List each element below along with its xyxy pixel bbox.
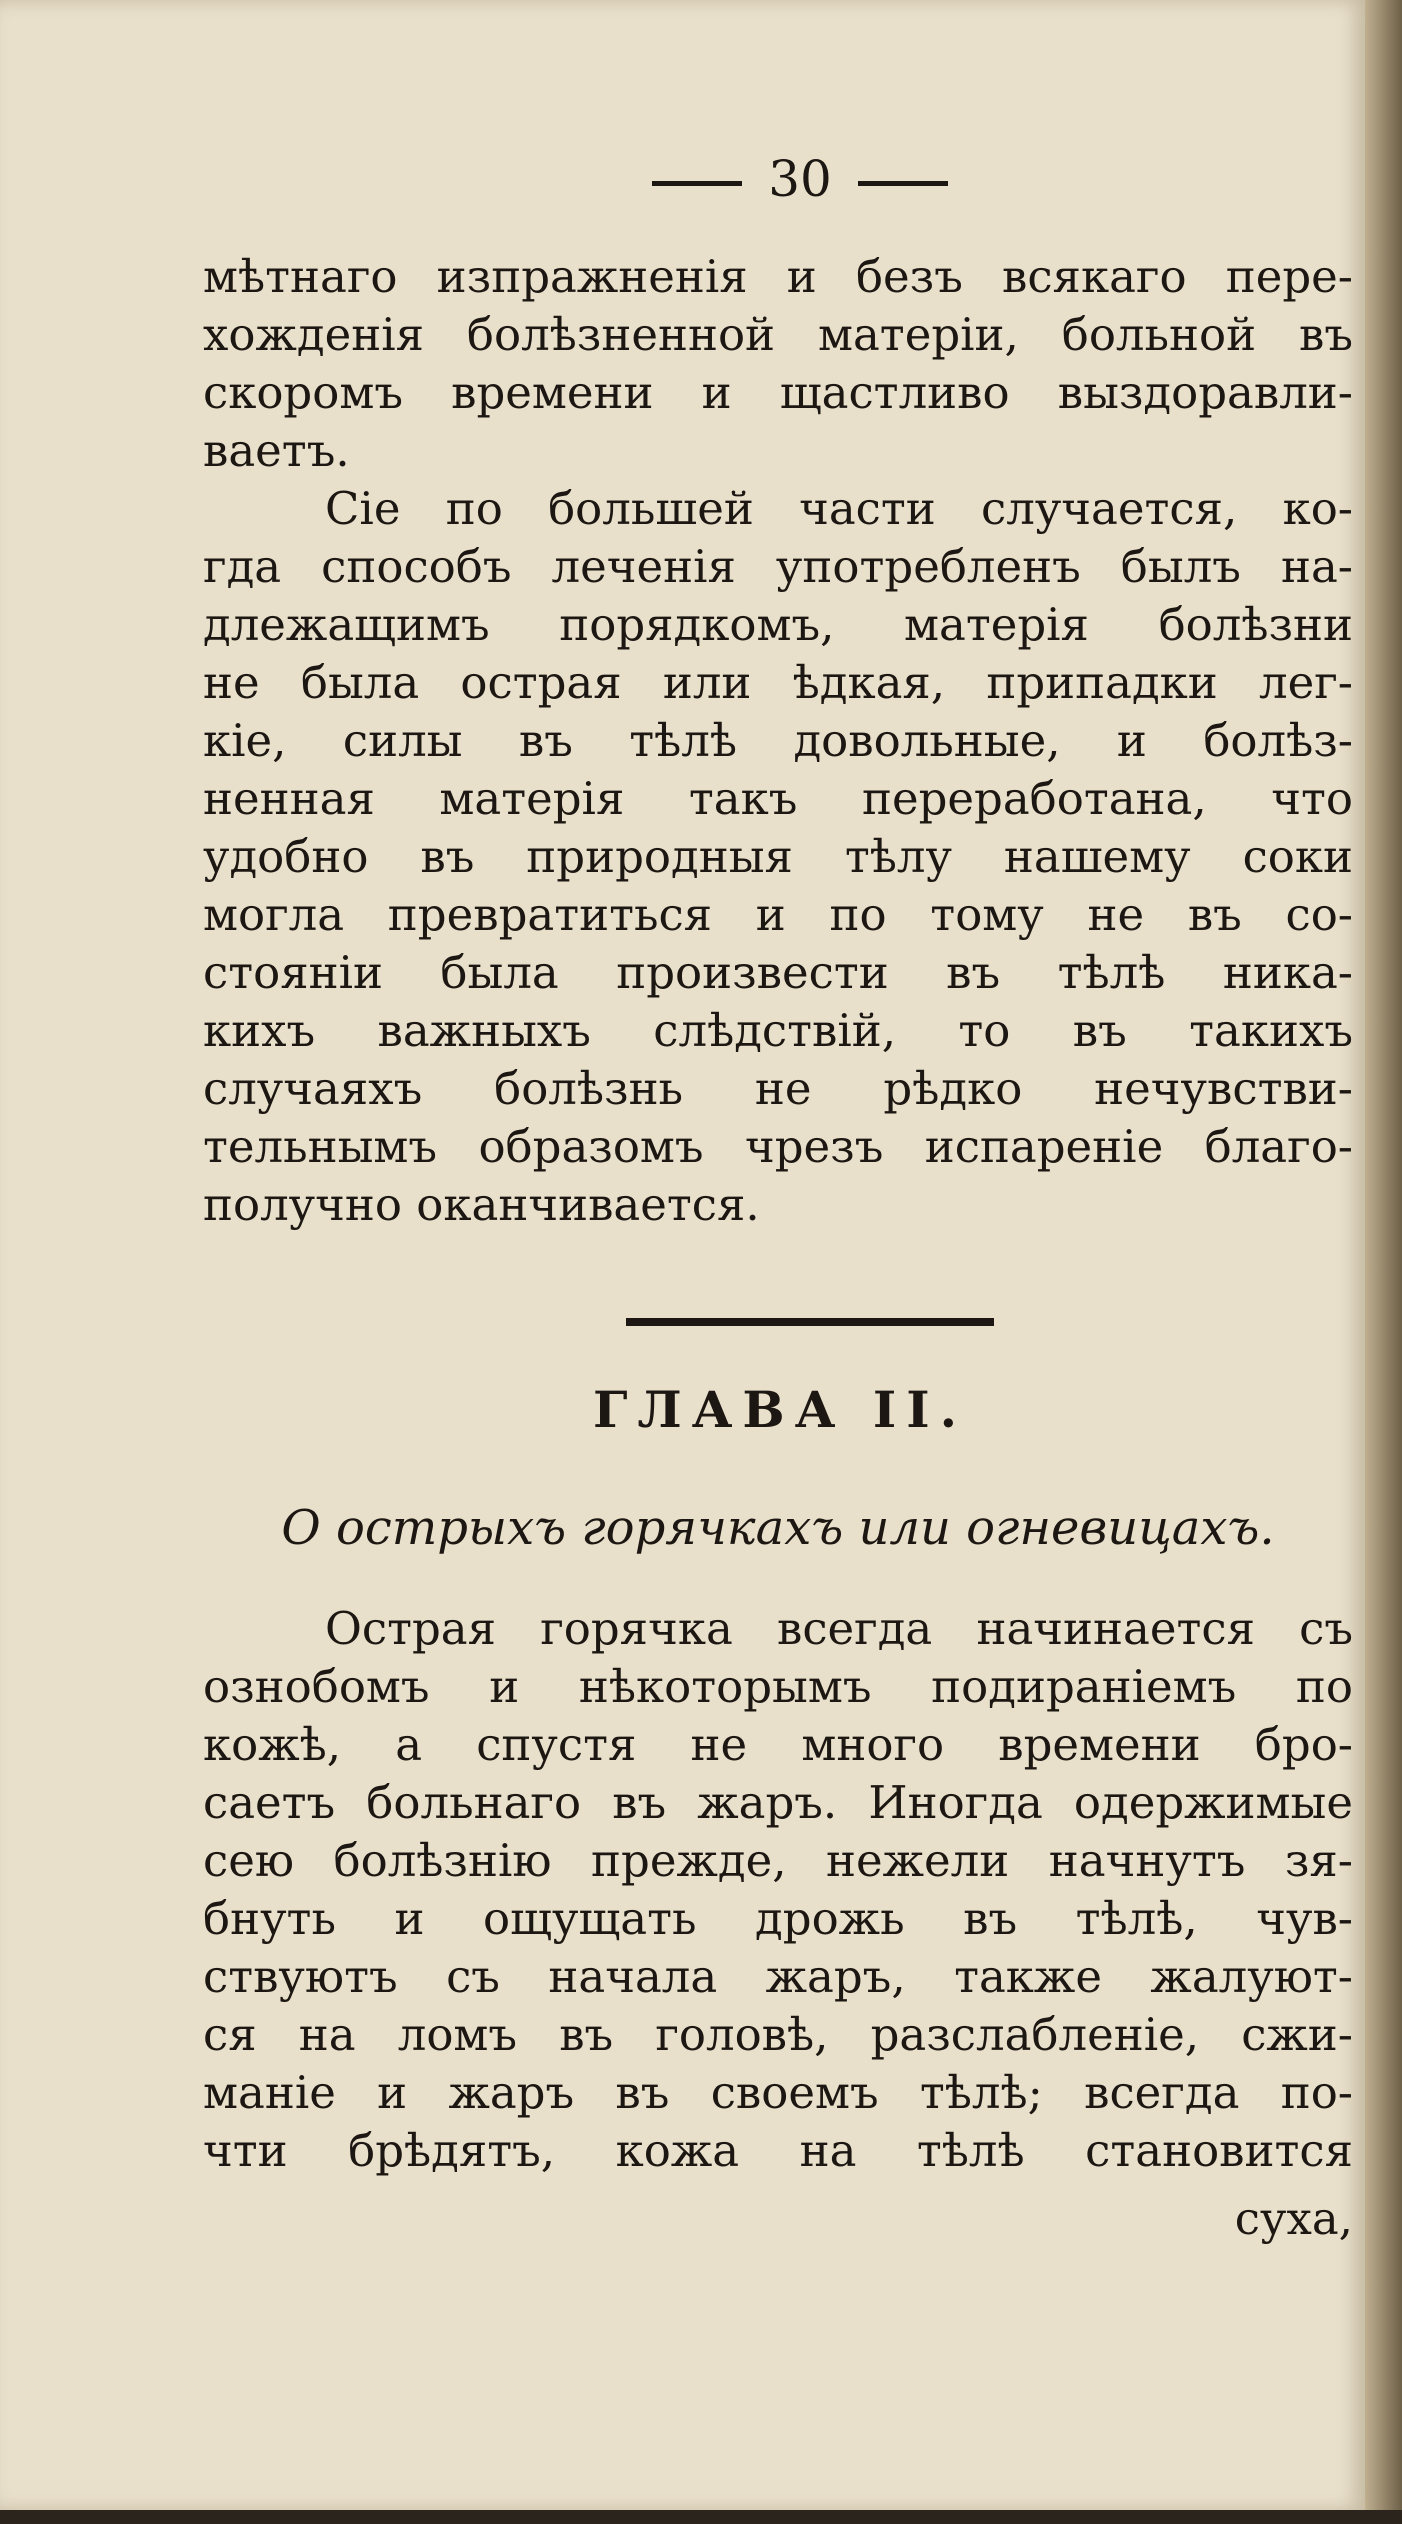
- text-line: ваетъ.: [203, 424, 350, 477]
- text-line: саетъ больнаго въ жаръ. Иногда одержимые: [203, 1776, 1353, 1829]
- text-line: могла превратиться и по тому не въ со-: [203, 888, 1353, 941]
- text-line: бнуть и ощущать дрожь въ тѣлѣ, чув-: [203, 1892, 1353, 1945]
- text-line: не была острая или ѣдкая, припадки лег-: [203, 656, 1353, 709]
- text-line: гда способъ леченія употребленъ былъ на-: [203, 540, 1353, 593]
- page-bottom-edge: [0, 2510, 1402, 2524]
- text-line: длежащимъ порядкомъ, матерія болѣзни: [203, 598, 1353, 651]
- text-line: мѣтнаго изпражненія и безъ всякаго пере-: [203, 250, 1353, 303]
- text-line: маніе и жаръ въ своемъ тѣлѣ; всегда по-: [203, 2066, 1353, 2119]
- chapter-heading: ГЛАВА II.: [592, 1380, 968, 1439]
- catchword: суха,: [1234, 2192, 1353, 2245]
- text-line: Острая горячка всегда начинается съ: [325, 1602, 1353, 1655]
- page-number: 30: [620, 150, 980, 208]
- text-line: ознобомъ и нѣкоторымъ подираніемъ по: [203, 1660, 1353, 1713]
- text-line: чти брѣдятъ, кожа на тѣлѣ становится: [203, 2124, 1353, 2177]
- text-line: ненная матерія такъ переработана, что: [203, 772, 1353, 825]
- text-line: тельнымъ образомъ чрезъ испареніе благо-: [203, 1120, 1353, 1173]
- text-line: случаяхъ болѣзнь не рѣдко нечувстви-: [203, 1062, 1353, 1115]
- section-divider: [626, 1318, 994, 1326]
- page-edge: [1365, 0, 1402, 2524]
- text-line: Сіе по большей части случается, ко-: [325, 482, 1353, 535]
- text-line: кіе, силы въ тѣлѣ довольные, и болѣз-: [203, 714, 1353, 767]
- text-line: ствуютъ съ начала жаръ, также жалуют-: [203, 1950, 1353, 2003]
- text-line: скоромъ времени и щастливо выздоравли-: [203, 366, 1353, 419]
- text-line: кожѣ, а спустя не много времени бро-: [203, 1718, 1353, 1771]
- text-line: стояніи была произвести въ тѣлѣ ника-: [203, 946, 1353, 999]
- text-line: хожденія болѣзненной матеріи, больной въ: [203, 308, 1353, 361]
- text-line: ся на ломъ въ головѣ, разслабленіе, сжи-: [203, 2008, 1353, 2061]
- chapter-subheading: О острыхъ горячкахъ или огневицахъ.: [281, 1500, 1275, 1556]
- text-line: удобно въ природныя тѣлу нашему соки: [203, 830, 1353, 883]
- text-line: сею болѣзнію прежде, нежели начнутъ зя-: [203, 1834, 1353, 1887]
- text-line: кихъ важныхъ слѣдствій, то въ такихъ: [203, 1004, 1353, 1057]
- text-line: получно оканчивается.: [203, 1178, 760, 1231]
